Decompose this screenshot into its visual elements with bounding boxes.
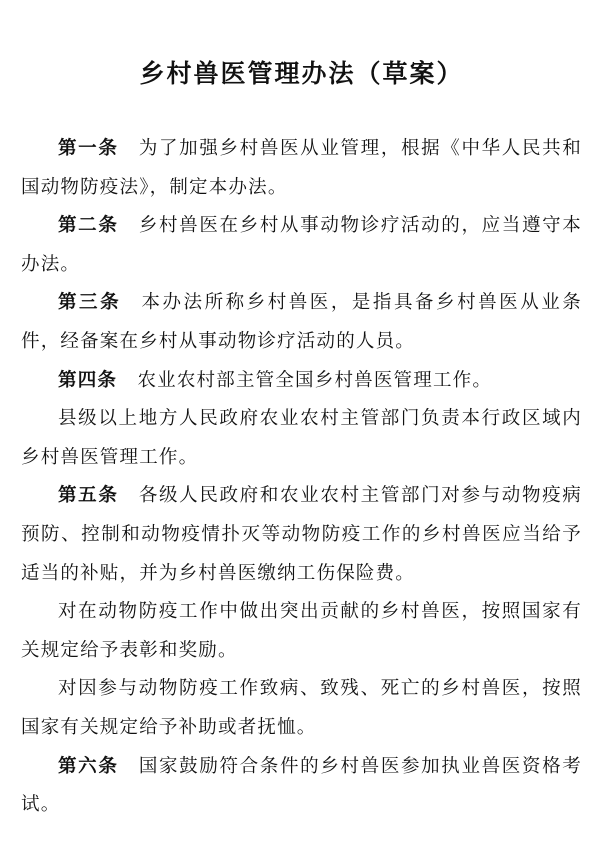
article-text: 各级人民政府和农业农村主管部门对参与动物疫病预防、控制和动物疫情扑灭等动物防疫工作的乡村兽医应当给予适当的补贴，并为乡村兽医缴纳工伤保险费。	[21, 485, 582, 584]
document-title: 乡村兽医管理办法（草案）	[139, 59, 464, 88]
article-number: 第二条	[58, 215, 119, 237]
article-text: 乡村兽医在乡村从事动物诊疗活动的，应当遵守本办法。	[21, 215, 582, 275]
article-number: 第一条	[58, 138, 119, 159]
article-number: 第四条	[58, 369, 118, 391]
article-5-paragraph	[21, 477, 582, 593]
article-6-paragraph	[21, 748, 582, 825]
article-text: 为了加强乡村兽医从业管理，根据《中华人民共和国动物防疫法》，制定本办法。	[21, 138, 582, 198]
article-number: 第五条	[58, 485, 119, 507]
article-text: 本办法所称乡村兽医，是指具备乡村兽医从业条件，经备案在乡村从事动物诊疗活动的人员。	[21, 292, 582, 352]
article-text: 国家鼓励符合条件的乡村兽医参加执业兽医资格考试。	[21, 755, 582, 816]
article-number: 第六条	[58, 755, 119, 777]
article-text: 对因参与动物防疫工作致病、致残、死亡的乡村兽医，按照国家有关规定给予补助或者抚恤。	[21, 678, 582, 738]
article-text: 农业农村部主管全国乡村兽医管理工作。	[137, 369, 493, 391]
article-text: 对在动物防疫工作中做出突出贡献的乡村兽医，按照国家有关规定给予表彰和奖励。	[21, 601, 582, 661]
article-4-paragraph	[21, 362, 582, 401]
article-3-paragraph	[21, 284, 582, 361]
article-number: 第三条	[58, 292, 122, 314]
article-text: 县级以上地方人民政府农业农村主管部门负责本行政区域内乡村兽医管理工作。	[21, 408, 582, 468]
article-1-paragraph	[21, 130, 582, 207]
article-4-continuation-paragraph	[21, 400, 582, 477]
article-2-paragraph	[21, 207, 582, 284]
article-5-continuation-paragraph-1	[21, 593, 582, 670]
article-5-continuation-paragraph-2	[21, 670, 582, 747]
